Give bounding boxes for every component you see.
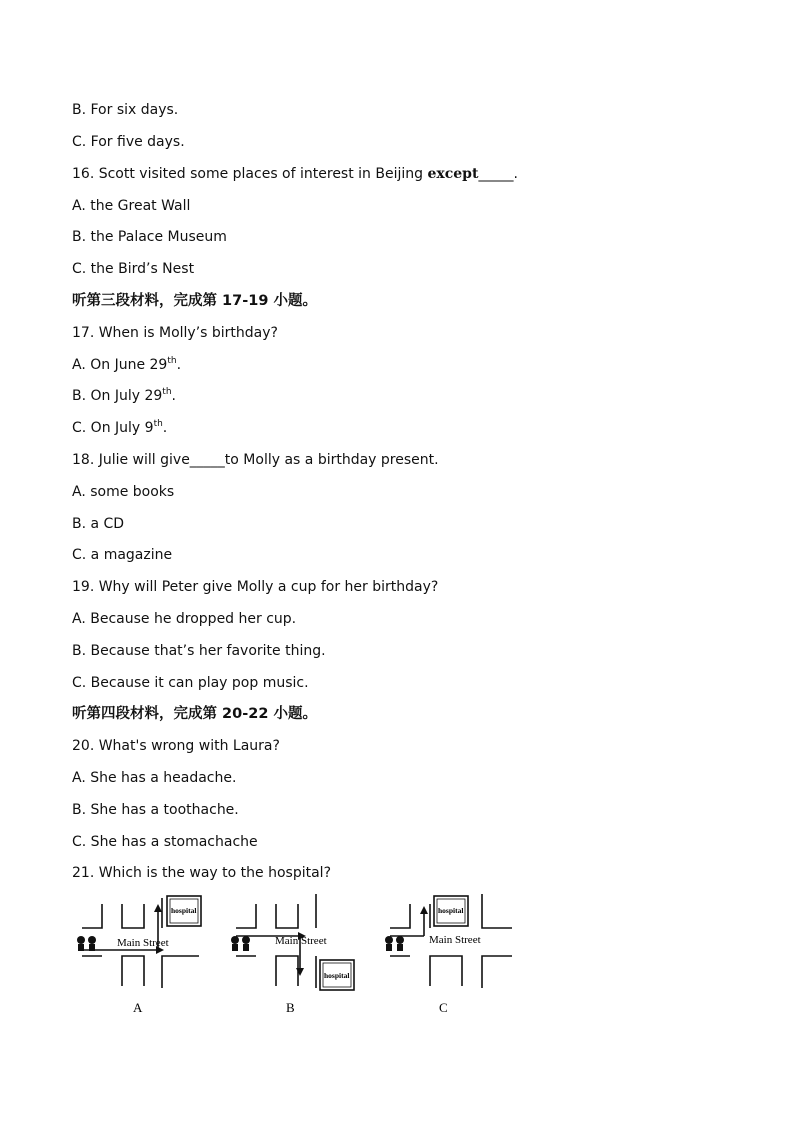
section4-heading: 听第四段材料，完成第 20-22 小题。: [72, 706, 317, 722]
q20-option-b: B. She has a toothache.: [72, 802, 239, 818]
q17-option-c-text: C. On July 9: [72, 420, 154, 436]
q18-option-b: B. a CD: [72, 516, 125, 532]
q16-stem-text: 16. Scott visited some places of interest in Beijing: [72, 166, 428, 182]
q17-option-a-text: A. On June 29: [72, 357, 168, 373]
ordinal-suffix: th: [153, 419, 163, 429]
map-c: [382, 888, 522, 1018]
hospital-label: hospital: [438, 906, 464, 915]
q18-option-c: C. a magazine: [72, 547, 173, 563]
map-b: [228, 888, 363, 1018]
q20-option-c: C. She has a stomachache: [72, 834, 258, 850]
street-label: Main Street: [275, 935, 327, 947]
q17-option-b-text: B. On July 29: [72, 388, 163, 404]
section3-heading: 听第三段材料，完成第 17-19 小题。: [72, 293, 317, 309]
q15-option-c: C. For five days.: [72, 134, 185, 150]
q21-stem: 21. Which is the way to the hospital?: [72, 865, 331, 881]
period: .: [162, 420, 168, 436]
q17-stem: 17. When is Molly’s birthday?: [72, 325, 278, 341]
pedestrian-icon: [77, 936, 96, 951]
q17-option-a: [72, 356, 181, 374]
q17-option-b: [72, 387, 176, 405]
ordinal-suffix: th: [162, 387, 172, 397]
map-letter: B: [286, 1000, 295, 1015]
q19-option-a: A. Because he dropped her cup.: [72, 611, 297, 627]
q15-option-b: B. For six days.: [72, 102, 179, 118]
q19-option-c: C. Because it can play pop music.: [72, 675, 309, 691]
map-letter: C: [439, 1000, 448, 1015]
q16-option-a: A. the Great Wall: [72, 198, 191, 214]
pedestrian-icon: [385, 936, 404, 951]
q17-option-c: [72, 419, 167, 437]
map-b-drawing: [228, 888, 363, 1018]
q18-stem: 18. Julie will give_____to Molly as a birthday present.: [72, 452, 439, 468]
q19-option-b: B. Because that’s her favorite thing.: [72, 643, 326, 659]
q19-stem: 19. Why will Peter give Molly a cup for her birthday?: [72, 579, 439, 595]
q16-option-c: C. the Bird’s Nest: [72, 261, 195, 277]
q16-stem: [72, 165, 518, 183]
q20-stem: 20. What's wrong with Laura?: [72, 738, 280, 754]
map-c-drawing: [382, 888, 522, 1018]
hospital-label: hospital: [171, 906, 197, 915]
q20-option-a: A. She has a headache.: [72, 770, 237, 786]
pedestrian-icon: [231, 936, 250, 951]
street-label: Main Street: [117, 937, 169, 949]
q18-option-a: A. some books: [72, 484, 175, 500]
q16-option-b: B. the Palace Museum: [72, 229, 227, 245]
map-letter: A: [133, 1000, 143, 1015]
street-label: Main Street: [429, 934, 481, 946]
hospital-label: hospital: [324, 971, 350, 980]
q16-stem-emphasis: except: [427, 166, 479, 182]
map-a-drawing: [74, 888, 209, 1018]
ordinal-suffix: th: [167, 356, 177, 366]
period: .: [176, 357, 182, 373]
q16-stem-blank: _____.: [478, 166, 518, 182]
map-a: [74, 888, 209, 1018]
period: .: [171, 388, 176, 404]
